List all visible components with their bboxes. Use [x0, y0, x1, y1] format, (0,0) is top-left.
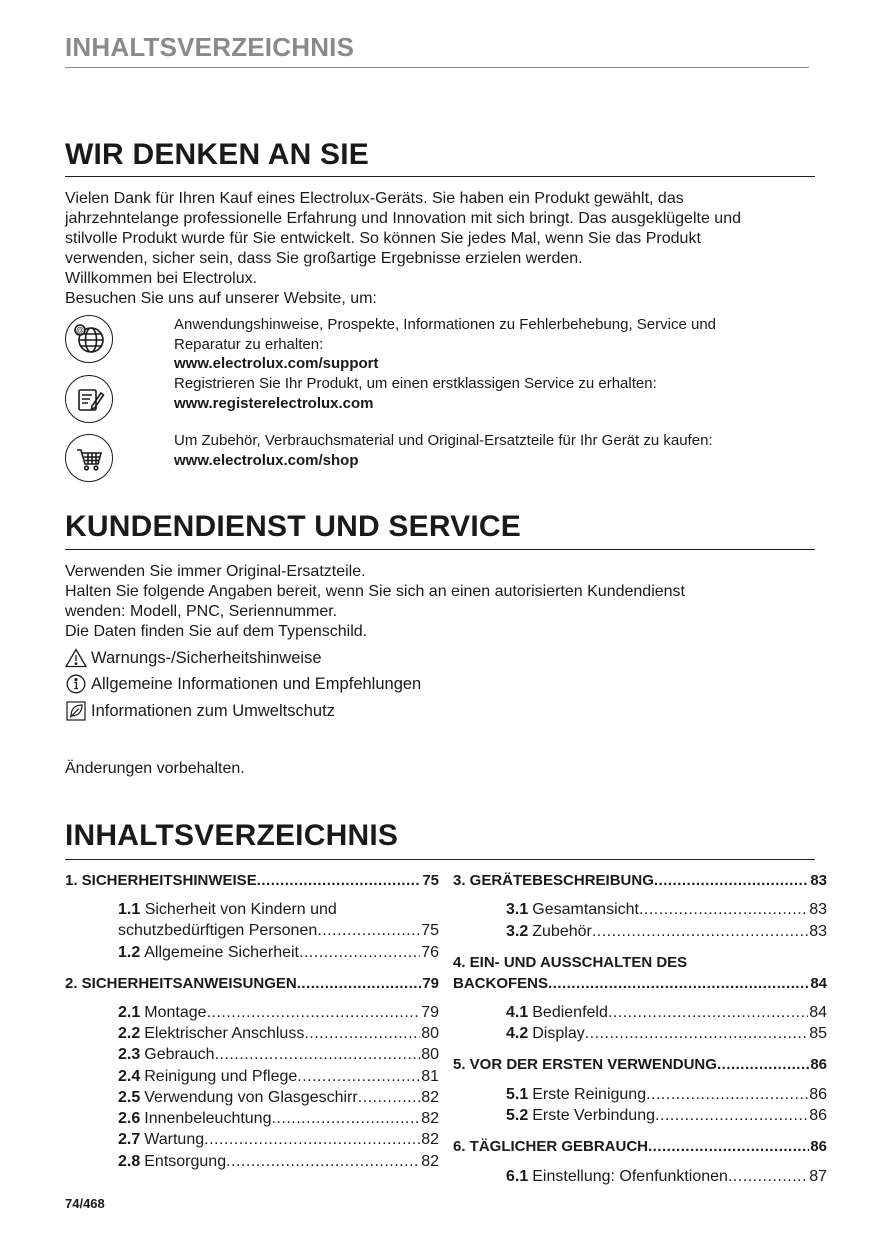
globe-icon [65, 315, 113, 363]
toc-entry-5-2[interactable] [506, 1107, 827, 1125]
toc-entry-number: 2.4 [118, 1068, 141, 1085]
toc-leader-dots [304, 1025, 420, 1043]
toc-leader-dots [608, 1004, 808, 1022]
toc-leader-dots [655, 1107, 808, 1125]
toc-page-number: 82 [421, 1131, 439, 1148]
registration-form-icon [65, 375, 113, 423]
toc-entry-number: 3.2 [506, 923, 529, 940]
leaf-icon [65, 700, 87, 722]
toc-entry-label: 2. SICHERHEITSANWEISUNGEN [65, 975, 297, 992]
toc-entry-4[interactable]: 4. EIN- UND AUSSCHALTEN DES [453, 954, 688, 971]
legend-info [65, 673, 421, 695]
changes-notice: Änderungen vorbehalten. [65, 760, 245, 777]
toc-entry-number: 1.2 [118, 944, 141, 961]
legend-warning-label: Warnungs-/Sicherheitshinweise [91, 649, 322, 667]
register-link-block [174, 374, 814, 413]
toc-page-number: 79 [422, 975, 439, 992]
toc-page-number: 85 [809, 1025, 827, 1042]
toc-entry-1[interactable] [65, 872, 439, 889]
toc-leader-dots [271, 1110, 420, 1128]
toc-page-number: 86 [809, 1086, 827, 1103]
welcome-line: jahrzehntelange professionelle Erfahrung und Innovation mit sich bringt. Das ausgeklügelte und [65, 210, 741, 227]
toc-page-number: 81 [421, 1068, 439, 1085]
toc-entry-label: Innenbeleuchtung [144, 1110, 272, 1127]
toc-entry-number: 2.7 [118, 1131, 141, 1148]
toc-page-number: 83 [810, 872, 827, 889]
toc-page-number: 75 [421, 922, 439, 939]
toc-entry-label: Bedienfeld [532, 1004, 608, 1021]
toc-leader-dots [297, 975, 422, 992]
toc-leader-dots [548, 975, 809, 992]
service-line: Die Daten finden Sie auf dem Typenschild. [65, 623, 368, 640]
toc-entry-label: Sicherheit von Kindern und [144, 901, 337, 918]
toc-leader-dots [717, 1056, 809, 1073]
toc-entry-label: Erste Reinigung [532, 1086, 647, 1103]
toc-leader-dots [299, 944, 420, 962]
toc-entry-label: Verwendung von Glasgeschirr [144, 1089, 358, 1106]
shop-link-block [174, 431, 814, 470]
toc-entry-label: schutzbedürftigen Personen [118, 922, 318, 939]
legend-environment [65, 700, 335, 722]
toc-page-number: 82 [421, 1089, 439, 1106]
toc-page-number: 80 [421, 1046, 439, 1063]
running-header: INHALTSVERZEICHNIS [65, 32, 355, 62]
toc-leader-dots [728, 1168, 808, 1186]
toc-page-number: 86 [809, 1107, 827, 1124]
toc-page-number: 86 [810, 1056, 827, 1073]
toc-leader-dots [592, 923, 808, 941]
toc-entry-label: 1. SICHERHEITSHINWEISE [65, 872, 257, 889]
toc-entry-label: Reinigung und Pflege [144, 1068, 298, 1085]
info-icon [65, 673, 87, 695]
toc-page-number: 76 [421, 944, 439, 961]
toc-entry-label: 5. VOR DER ERSTEN VERWENDUNG [453, 1056, 717, 1073]
welcome-paragraph [65, 189, 825, 309]
toc-entry-2-7[interactable] [118, 1131, 439, 1149]
welcome-line: Willkommen bei Electrolux. [65, 270, 258, 287]
toc-entry-label: Display [532, 1025, 585, 1042]
toc-entry-label: Erste Verbindung [532, 1107, 655, 1124]
shop-url[interactable]: www.electrolux.com/shop [174, 451, 359, 469]
toc-entry-1-2[interactable] [118, 944, 439, 962]
toc-leader-dots [317, 922, 420, 940]
toc-page-number: 82 [421, 1153, 439, 1170]
toc-entry-2[interactable] [65, 975, 439, 992]
toc-leader-dots [257, 872, 422, 889]
toc-entry-3[interactable] [453, 872, 827, 889]
toc-page-number: 84 [809, 1004, 827, 1021]
shop-link-text: Um Zubehör, Verbrauchsmaterial und Original-Ersatzteile für Ihr Gerät zu kaufen: [174, 432, 713, 449]
toc-entry-2-5[interactable] [118, 1089, 439, 1107]
warning-icon [65, 647, 87, 669]
toc-entry-3-1[interactable] [506, 901, 827, 919]
welcome-line: Vielen Dank für Ihren Kauf eines Electrolux-Geräts. Sie haben ein Produkt gewählt, das [65, 190, 684, 207]
toc-entry-4-1[interactable] [506, 1004, 827, 1022]
toc-entry-number: 2.8 [118, 1153, 141, 1170]
toc-entry-number: 4.2 [506, 1025, 529, 1042]
service-line: wenden: Modell, PNC, Seriennummer. [65, 603, 338, 620]
toc-entry-number: 4.1 [506, 1004, 529, 1021]
legend-info-label: Allgemeine Informationen und Empfehlungen [91, 675, 422, 693]
toc-entry-number: 2.3 [118, 1046, 141, 1063]
welcome-title: WIR DENKEN AN SIE [65, 138, 369, 171]
toc-entry-number: 5.1 [506, 1086, 529, 1103]
toc-entry-label: Allgemeine Sicherheit [144, 944, 299, 961]
toc-entry-number: 2.5 [118, 1089, 141, 1106]
svg-text:@: @ [76, 326, 84, 335]
toc-entry-2-4[interactable] [118, 1068, 439, 1086]
toc-entry-number: 3.1 [506, 901, 529, 918]
toc-page-number: 86 [810, 1138, 827, 1155]
toc-page-number: 84 [810, 975, 827, 992]
toc-entry-number: 5.2 [506, 1107, 529, 1124]
toc-leader-dots [226, 1153, 420, 1171]
toc-entry-2-1[interactable] [118, 1004, 439, 1022]
welcome-title-rule [65, 176, 815, 177]
toc-entry-label: BACKOFENS [453, 975, 549, 992]
toc-entry-5[interactable] [453, 1056, 827, 1073]
toc-entry-2-6[interactable] [118, 1110, 439, 1128]
toc-page-number: 87 [809, 1168, 827, 1185]
service-line: Halten Sie folgende Angaben bereit, wenn Sie sich an einen autorisierten Kundendienst [65, 583, 685, 600]
toc-entry-3-2[interactable] [506, 923, 827, 941]
toc-entry-label: Gebrauch [144, 1046, 215, 1063]
toc-entry-number: 2.6 [118, 1110, 141, 1127]
toc-entry-2-2[interactable] [118, 1025, 439, 1043]
toc-leader-dots [648, 1138, 809, 1155]
toc-leader-dots [207, 1004, 421, 1022]
toc-leader-dots [654, 872, 809, 889]
toc-entry-2-8[interactable] [118, 1153, 439, 1171]
legend-environment-label: Informationen zum Umweltschutz [91, 702, 335, 720]
toc-entry-6[interactable] [453, 1138, 827, 1155]
toc-entry-2-3[interactable] [118, 1046, 439, 1064]
toc-entry-4-2[interactable] [506, 1025, 827, 1043]
register-url[interactable]: www.registerelectrolux.com [174, 394, 374, 412]
toc-entry-label: Entsorgung [144, 1153, 227, 1170]
toc-entry-number: 2.1 [118, 1004, 141, 1021]
welcome-line: stilvolle Produkt wurde für Sie entwickelt. So können Sie jedes Mal, wenn Sie das Produkt [65, 230, 701, 247]
toc-page-number: 83 [809, 923, 827, 940]
toc-leader-dots [585, 1025, 808, 1043]
toc-entry-label: Elektrischer Anschluss [144, 1025, 305, 1042]
support-link-block [174, 315, 814, 374]
toc-leader-dots [646, 1086, 808, 1104]
legend-warning [65, 647, 322, 669]
shopping-cart-icon [65, 434, 113, 482]
toc-title: INHALTSVERZEICHNIS [65, 819, 399, 852]
toc-entry-number: 1.1 [118, 901, 141, 918]
support-link-text: Anwendungshinweise, Prospekte, Informationen zu Fehlerbehebung, Service und [174, 316, 717, 333]
toc-leader-dots [204, 1131, 420, 1149]
toc-page-number: 80 [421, 1025, 439, 1042]
register-link-text: Registrieren Sie Ihr Produkt, um einen erstklassigen Service zu erhalten: [174, 375, 657, 392]
toc-leader-dots [358, 1089, 421, 1107]
running-header-rule [65, 67, 809, 68]
toc-entry-label: 3. GERÄTEBESCHREIBUNG [453, 872, 654, 889]
toc-page-number: 82 [421, 1110, 439, 1127]
service-line: Verwenden Sie immer Original-Ersatzteile. [65, 563, 366, 580]
toc-title-rule [65, 859, 815, 860]
toc-entry-label: Wartung [144, 1131, 205, 1148]
service-title: KUNDENDIENST UND SERVICE [65, 510, 521, 543]
toc-leader-dots [215, 1046, 421, 1064]
service-paragraph [65, 562, 825, 642]
toc-entry-label: Montage [144, 1004, 207, 1021]
welcome-line: verwenden, sicher sein, dass Sie großartige Ergebnisse erzielen werden. [65, 250, 583, 267]
toc-entry-1-1-cont[interactable] [118, 922, 439, 940]
toc-entry-1-1[interactable] [118, 901, 337, 919]
toc-page-number: 75 [422, 872, 439, 889]
toc-page-number: 79 [421, 1004, 439, 1021]
page-indicator: 74/468 [65, 1196, 105, 1211]
support-link-text: Reparatur zu erhalten: [174, 335, 324, 353]
welcome-line: Besuchen Sie uns auf unserer Website, um: [65, 290, 377, 307]
service-title-rule [65, 549, 815, 550]
toc-leader-dots [639, 901, 808, 919]
toc-entry-label: Gesamtansicht [532, 901, 639, 918]
toc-entry-label: 6. TÄGLICHER GEBRAUCH [453, 1138, 649, 1155]
toc-entry-label: Einstellung: Ofenfunktionen [532, 1168, 728, 1185]
support-url[interactable]: www.electrolux.com/support [174, 355, 379, 372]
toc-entry-number: 6.1 [506, 1168, 529, 1185]
toc-entry-6-1[interactable] [506, 1168, 827, 1186]
toc-leader-dots [297, 1068, 420, 1086]
toc-entry-5-1[interactable] [506, 1086, 827, 1104]
toc-page-number: 83 [809, 901, 827, 918]
toc-entry-4-cont[interactable] [453, 975, 827, 992]
toc-entry-number: 2.2 [118, 1025, 141, 1042]
toc-entry-label: Zubehör [532, 923, 592, 940]
